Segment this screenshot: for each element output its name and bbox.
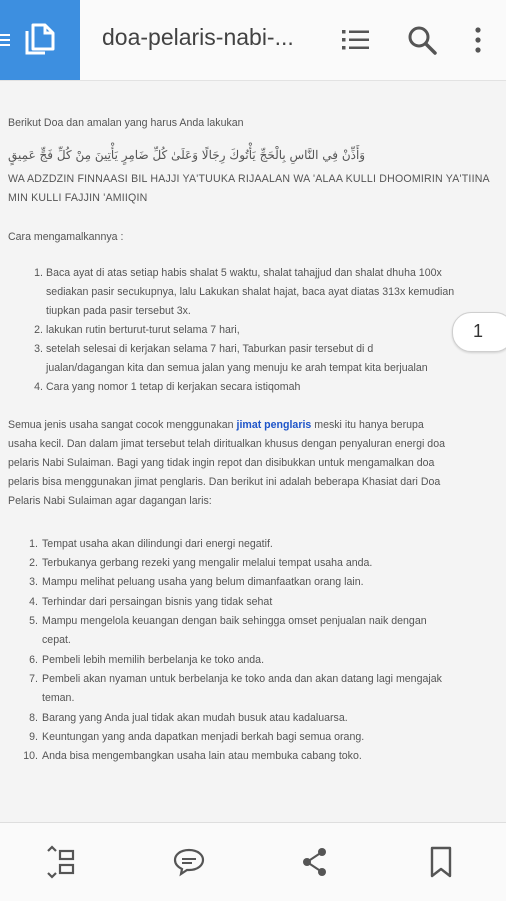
menu-icon[interactable] [0, 31, 14, 49]
bookmark-icon[interactable] [424, 845, 458, 879]
transliteration-line: WA ADZDZIN FINNAASI BIL HAJJI YA'TUUKA RIJAALAN WA 'ALAA KULLI DHOOMIRIN YA'TIINA [8, 173, 490, 185]
paragraph-text: meski itu hanya berupa [311, 419, 424, 431]
list-item: Keuntungan yang anda dapatkan menjadi berkah bagi semua orang. [42, 731, 365, 743]
list-item: setelah selesai di kerjakan selama 7 hari, Taburkan pasir tersebut di d [46, 343, 374, 355]
paragraph-text: Semua jenis usaha sangat cocok menggunakan [8, 419, 237, 431]
paragraph-line: usaha kecil. Dan dalam jimat tersebut telah diritualkan khusus dengan penyaluran energi doa [8, 438, 445, 450]
intro-text: Berikut Doa dan amalan yang harus Anda lakukan [8, 117, 244, 129]
list-number: 2. [29, 557, 38, 569]
arabic-verse: وَأَذِّنْ فِي النَّاسِ بِالْحَجِّ يَأْتُوكَ رِجَالًا وَعَلَىٰ كُلِّ ضَامِرٍ يَأْتِينَ مِنْ كُلِّ فَجٍّ عَمِيقٍ [8, 148, 366, 162]
documents-icon [22, 22, 58, 58]
list-item: Baca ayat di atas setiap habis shalat 5 waktu, shalat tahajjud dan shalat dhuha 100x [46, 267, 442, 279]
list-number: 1. [29, 538, 38, 550]
list-item: Pembeli akan nyaman untuk berbelanja ke toko anda dan akan datang lagi mengajak [42, 673, 442, 685]
paragraph-line: pelaris Nabi Sulaiman. Bagi yang tidak ingin repot dan disibukkan untuk mengamalkan doa [8, 457, 435, 469]
fit-width-icon[interactable] [44, 845, 78, 879]
paragraph-line: pelaris bisa menggunakan jimat penglaris. Dan berikut ini adalah beberapa Khasiat dari Doa [8, 476, 441, 488]
transliteration-line: MIN KULLI FAJJIN 'AMIIQIN [8, 192, 148, 204]
list-item: Terbukanya gerbang rezeki yang mengalir melalui tempat usaha anda. [42, 557, 373, 569]
top-toolbar [0, 0, 506, 81]
list-number: 7. [29, 673, 38, 685]
list-item: Mampu mengelola keuangan dengan baik sehingga omset penjualan naik dengan [42, 615, 427, 627]
list-item: Cara yang nomor 1 tetap di kerjakan secara istiqomah [46, 381, 301, 393]
document-title: doa-pelaris-nabi-... [102, 24, 294, 50]
list-item: jualan/dagangan kita dan semua jalan yang menuju ke arah tempat kita berjualan [46, 362, 428, 374]
list-number: 4. [34, 381, 43, 393]
list-item: Anda bisa mengembangkan usaha lain atau membuka cabang toko. [42, 750, 362, 762]
document-viewer[interactable] [0, 82, 506, 819]
search-icon[interactable] [404, 22, 440, 58]
list-number: 6. [29, 654, 38, 666]
how-to-heading: Cara mengamalkannya : [8, 231, 124, 243]
list-number: 2. [34, 324, 43, 336]
jimat-penglaris-link[interactable]: jimat penglaris [236, 419, 312, 431]
list-number: 1. [34, 267, 43, 279]
more-vert-icon[interactable] [460, 22, 496, 58]
body-paragraph [8, 416, 424, 435]
page-indicator[interactable] [452, 312, 506, 352]
list-item: Terhindar dari persaingan bisnis yang tidak sehat [42, 596, 273, 608]
list-number: 8. [29, 712, 38, 724]
paragraph-line: Pelaris Nabi Sulaiman agar dagangan laris: [8, 495, 212, 507]
list-item: tiupkan pada pasir tersebut 3x. [46, 305, 191, 317]
list-item: Pembeli lebih memilih berbelanja ke toko anda. [42, 654, 265, 666]
list-number: 3. [29, 576, 38, 588]
list-item: lakukan rutin berturut-turut selama 7 hari, [46, 324, 240, 336]
list-number: 9. [29, 731, 38, 743]
list-number: 5. [29, 615, 38, 627]
page-number: 1 [473, 321, 484, 341]
share-icon[interactable] [298, 845, 332, 879]
documents-button[interactable] [0, 0, 80, 80]
list-number: 4. [29, 596, 38, 608]
bottom-toolbar [0, 822, 506, 901]
comment-edit-icon[interactable] [172, 845, 206, 879]
list-item: Barang yang Anda jual tidak akan mudah busuk atau kadaluarsa. [42, 712, 348, 724]
list-item: Tempat usaha akan dilindungi dari energi negatif. [42, 538, 273, 550]
list-item: cepat. [42, 634, 71, 646]
list-icon[interactable] [337, 22, 373, 58]
list-item: teman. [42, 692, 75, 704]
list-number: 3. [34, 343, 43, 355]
list-item: sediakan pasir secukupnya, lalu Lakukan shalat hajat, baca ayat diatas 313x kemudian [46, 286, 455, 298]
list-number: 10. [23, 750, 38, 762]
list-item: Mampu melihat peluang usaha yang belum dimanfaatkan orang lain. [42, 576, 364, 588]
